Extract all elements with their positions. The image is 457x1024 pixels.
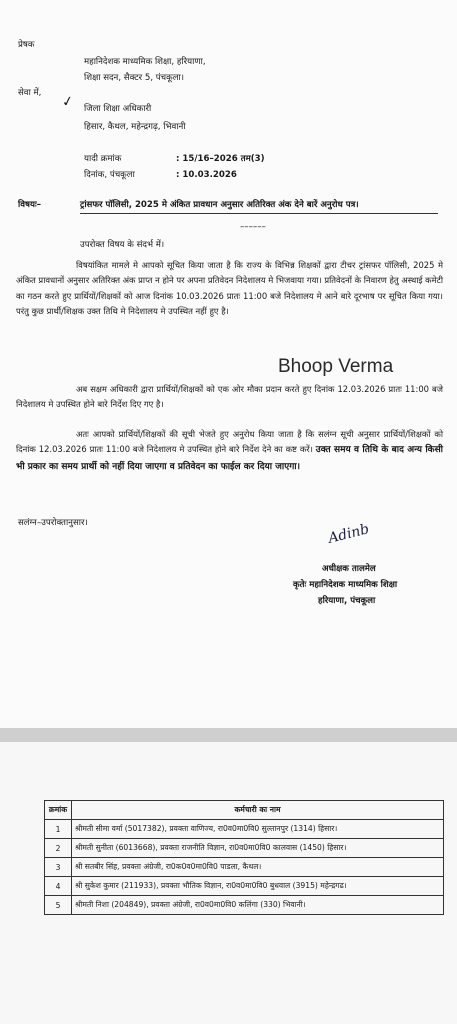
table-row	[45, 820, 444, 839]
yadi-value: : 15/16–2026 तम(3)	[176, 154, 265, 164]
table-row	[45, 839, 444, 858]
table-header-name: कर्मचारी का नाम	[72, 801, 444, 820]
row-num: 5	[45, 896, 72, 915]
row-num: 3	[45, 858, 72, 877]
sign-line2: कृतेः महानिदेशक माध्यमिक शिक्षा	[293, 580, 398, 590]
prekshak-label: प्रेषक	[18, 40, 35, 50]
pen-tick-icon: ✓	[60, 93, 76, 111]
vishay-label: विषयः–	[18, 200, 41, 210]
recipient-line2: हिसार, कैथल, महेन्द्रगढ़, भिवानी	[84, 122, 186, 132]
table-header-num: क्रमांक	[45, 801, 72, 820]
signature: Adinb	[326, 521, 371, 547]
table-row	[45, 877, 444, 896]
recipient-line1: जिला शिक्षा अधिकारी	[84, 104, 152, 114]
divider: ––––––	[240, 222, 266, 232]
row-name: श्रीमती सुनीता (6013668), प्रवक्ता राजनीति विज्ञान, रा0व0मा0वि0 कालवास (1450) हिसार।	[72, 839, 444, 858]
vishay-text: ट्रांसफर पॉलिसी, 2025 मे अंकित प्रावधान अनुसार अतिरिक्त अंक देने बारें अनुरोध पत्र।	[80, 200, 359, 210]
sender-line1: महानिदेशक माध्यमिक शिक्षा, हरियाणा,	[84, 57, 206, 67]
para-3: अतः आपको प्रार्थियों/शिक्षकों की सूची भेजते हुए अनुरोध किया जाता है कि सलंग्न सूची अनुसार प्रार्थियों/शिक्षकों को दिनांक 12.03.2026 प्रातः 11:00 बजे निदेशालय मे उपस्थित होने बारे निर्देश देने का कष्ट करें। उक्त समय व तिथि के बाद अन्य किसी भी प्रकार का समय प्रार्थी को नहीं दिया जाएगा व प्रतिवेदन का फाईल कर दिया जाएगा।	[16, 429, 443, 472]
para-1: विषयांकित मामले मे आपको सूचित किया जाता है कि राज्य के विभिन्न शिक्षकों द्वारा टीचर ट्रांसफर पॉलिसी, 2025 मे अंकित प्रावधानों अनुसार अतिरिक्त अंक प्राप्त न होने पर अपना प्रतिवेदन निदेशालय मे भिजवाया गया। प्रतिवेदनों के निवारण हेतु अस्थाई कमेटी का गठन करते हुए प्रार्थियों/शिक्षकों को आज दिनांक 10.03.2026 प्रातः 11:00 बजे निदेशालय मे आने बारे दूरभाष पर सूचित किया गया। परंतु कुछ प्रार्थी/शिक्षक उक्त तिथि मे निदेशालय मे उपस्थित नहीं हुए है।	[16, 260, 443, 317]
row-num: 2	[45, 839, 72, 858]
row-name: श्री सतबीर सिंह, प्रवक्ता अंग्रेजी, रा0क0व0मा0वि0 पाडला, कैथल।	[72, 858, 444, 877]
row-num: 4	[45, 877, 72, 896]
seva-label: सेवा में,	[18, 88, 42, 98]
enclosure-note: सलंग्न–उपरोक्तानुसार।	[18, 518, 88, 528]
dinank-label: दिनांक, पंचकूला	[84, 170, 135, 180]
staff-table	[44, 800, 444, 915]
para-2: अब सक्षम अधिकारी द्वारा प्रार्थियों/शिक्षकों को एक ओर मौका प्रदान करते हुए दिनांक 12.03.2026 प्रातः 11:00 बजे निदेशालय मे उपस्थित होने बारे निर्देश दिए गए है।	[16, 384, 443, 410]
dinank-value: : 10.03.2026	[176, 170, 237, 180]
table-header-row	[45, 801, 444, 820]
row-num: 1	[45, 820, 72, 839]
table-row	[45, 858, 444, 877]
row-name: श्री सुकेश कुमार (211933), प्रवक्ता भौतिक विज्ञान, रा0व0मा0वि0 बुधवाल (3915) महेन्द्रगढ।	[72, 877, 444, 896]
sign-line1: अधीक्षक तालमेल	[322, 564, 376, 574]
page-gap	[0, 728, 457, 742]
sender-line2: शिक्षा सदन, सैक्टर 5, पंचकूला।	[84, 73, 185, 83]
watermark: Bhoop Verma	[278, 356, 394, 377]
yadi-label: यादी क्रमांक	[84, 154, 122, 164]
sign-line3: हरियाणा, पंचकूला	[318, 596, 376, 606]
table-row	[45, 896, 444, 915]
row-name: श्रीमती निशा (204849), प्रवक्ता अंग्रेजी, रा0व0मा0वि0 कलिंगा (330) भिवानी।	[72, 896, 444, 915]
vishay-underline	[80, 213, 438, 214]
para-reference: उपरोक्त विषय के संदर्भ में।	[80, 240, 165, 250]
row-name: श्रीमती सीमा वर्मा (5017382), प्रवक्ता वाणिज्य, रा0व0मा0वि0 सुल्तानपुर (1314) हिसार।	[72, 820, 444, 839]
